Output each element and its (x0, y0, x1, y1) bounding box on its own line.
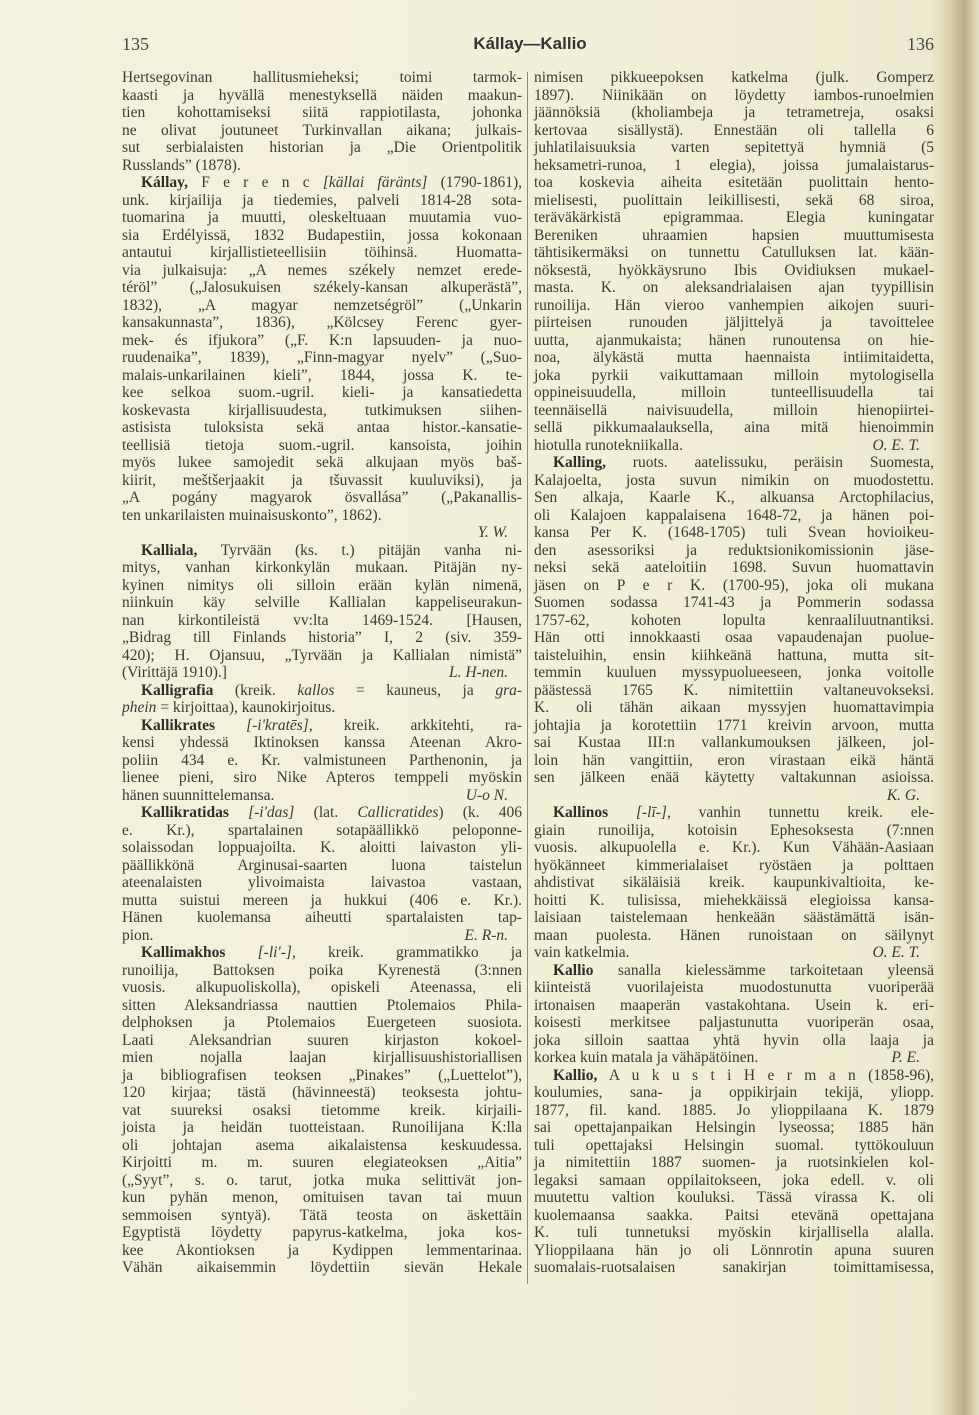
text-line: sellä pikkumaalauksella, aina mitä hienoimmin (534, 419, 934, 436)
text-line: heksametri-runoa, 1 elegia), joissa jumalaistarus- (534, 156, 934, 174)
text-line: K. oli tähän aikaan myssyjen huomattavimpia (534, 699, 934, 716)
text-line: 1757-62, kohoten lopulta kenraaliluutnantiksi. (534, 611, 934, 629)
text-line: vuosis. alkupuoliskolla), opiskeli Ateenassa, eli (122, 979, 522, 996)
text-segment (215, 717, 246, 734)
text-line: oppineisuudella, milloin tunteellisuudella tai (534, 384, 934, 401)
text-line: nan kirkontileistä vv:lta 1469-1524. [Hausen, (122, 611, 522, 629)
entry-headword: Kalliala, (141, 541, 198, 559)
text-line: laisiaan taistelemaan henkeään säästämättä isän- (534, 909, 934, 926)
running-title: Kállay—Kallio (473, 34, 587, 53)
italic-text: [källai färänts] (322, 174, 428, 191)
text-line: joka silloin saattaa yhtä hyvin olla laaja ja (534, 1031, 934, 1049)
text-line: Kirjoitti m. m. suuren elegiateoksen „Aitia” (122, 1154, 522, 1171)
text-segment: hiotulla runotekniikalla. (534, 436, 683, 454)
text-line: myös lukee samojedit sekä alkujaan myös baš- (122, 454, 522, 471)
text-line (122, 507, 522, 525)
entry-headword: Kallikrates (141, 716, 216, 734)
text-segment (229, 804, 248, 821)
text-line: johtajia ja korotettiin 1771 kreivin arvoon, mutta (534, 716, 934, 734)
text-segment: (Virittäjä 1910).] (122, 664, 227, 681)
page-number-left: 135 (122, 34, 149, 54)
text-line: mek- és ifjukora” („F. K:n lapsuuden- ja nuo- (122, 331, 522, 349)
text-line: malais-unkarilainen kieli”, 1844, jossa K. te- (122, 366, 522, 384)
text-line: teräväkärkistä epigrammaa. Elegia kuningatar (534, 209, 934, 226)
text-segment: (1790-1861), (427, 174, 522, 191)
author-signature: U-o N. (465, 786, 508, 804)
text-line: taisteluihin, ensin kiihkeänä hattuna, mutta sit- (534, 646, 934, 664)
text-line: ne olivat joutuneet Turkinvallan aikana; julkais- (122, 121, 522, 139)
text-line: giain runoilija, kotoisin Ephesoksesta (7:nnen (534, 821, 934, 839)
text-line: sen jälkeen enää käytetty valtakunnan asioissa. (534, 769, 934, 786)
text-line: poliin 434 e. Kr. valmistuneen Parthenonin, ja (122, 751, 522, 769)
text-line (122, 664, 522, 682)
text-line: koskevasta kirjallisuudesta, tutkimuksen siihen- (122, 401, 522, 419)
text-line: kiinteistä vuorilajeista muodostunutta vuoriperää (534, 979, 934, 996)
text-line (122, 524, 522, 542)
text-line (122, 682, 522, 700)
text-line: tuli opettajaksi Helsingin suomal. tyttökouluun (534, 1136, 934, 1154)
text-line: muutettu valtion kouluksi. Tässä virassa K. oli (534, 1189, 934, 1206)
text-line: toa koskevia aiheita esitetään puolittain hento- (534, 174, 934, 191)
entry-headword: Kallimakhos (141, 944, 226, 961)
text-line: teennäisellä naivisuudella, milloin hienopiirtei- (534, 401, 934, 419)
text-line: („Syyt”, s. o. tarut, jotka muka selittivät jon- (122, 1171, 522, 1189)
text-line (122, 717, 522, 735)
text-segment: (kreik. (213, 681, 298, 699)
text-line: masta. K. on aleksandrialaisen ajan tyypillisin (534, 279, 934, 296)
text-line: ja bibliografisen teoksen „Pinakes” („Luettelot”), (122, 1066, 522, 1084)
text-line: kuolemaansa saakka. Paitsi etevänä opettajana (534, 1206, 934, 1224)
text-line (534, 1049, 934, 1067)
text-line: irtonaisen maaperän vastakohtana. Usein k. eri- (534, 996, 934, 1014)
text-line: päällikkönä Arginusai-saarten luona taistelun (122, 856, 522, 874)
italic-text: gra- (495, 681, 523, 699)
text-line: jäsen on P e r K. (1700-95), joka oli mukana (534, 576, 934, 594)
text-line: 1897). Niinikään on löydetty iambos-runoelmien (534, 86, 934, 104)
text-line: teellisiä tietoja suom.-ugril. kansoista, joihin (122, 436, 522, 454)
text-line: K. tuli tunnetuksi myöskin kirjallisella alalla. (534, 1224, 934, 1241)
text-line: oli johtajan asema aikalaistensa keskuudessa. (122, 1136, 522, 1154)
text-line: ateenalaisten ylivoimaista laivastoa vastaan, (122, 874, 522, 891)
text-segment: A u k u s t i H e r m a n (1858-96), (597, 1066, 934, 1084)
text-line: temmin kuuluen myssypuolueeseen, jonka voitolle (534, 664, 934, 681)
text-line: hoitti K. tulisissa, miehekkäissä elegioissa kansa- (534, 891, 934, 909)
text-segment: (lat. (294, 804, 358, 821)
text-segment: , kreik. grammatikko ja (291, 944, 522, 961)
text-line: ja nimitettiin 1887 suomen- ja ruotsinkielen kol- (534, 1154, 934, 1171)
text-segment: vain katkelmia. (534, 944, 630, 961)
text-segment: hänen suunnittelemansa. (122, 786, 275, 804)
text-segment: ) (k. 406 (438, 804, 523, 821)
text-line: runoilija, Battoksen poika Kyrenestä (3:nnen (122, 961, 522, 979)
text-line: astisista tuloksista sekä antaa histor.-kansatie- (122, 419, 522, 436)
italic-text: Callicratides (357, 804, 439, 821)
text-line: niinkuin käy selville Kallialan kappeliseurakun- (122, 594, 522, 611)
entry-headword: Kalling, (553, 454, 606, 471)
text-line: koisesti merkitsee paljastunutta vuoriperän osaa, (534, 1014, 934, 1031)
text-segment: = kirjoittaa), kaunokirjoitus. (156, 699, 336, 716)
text-line: noa, älykästä mutta haennaista intiimitaidetta, (534, 349, 934, 366)
text-line: Hertsegovinan hallitusmieheksi; toimi tarmok- (122, 69, 522, 86)
text-line: kiirit, meštšerjaakit ja tšuvassit kuuluviksi), ja (122, 471, 522, 489)
page-number-right: 136 (907, 34, 934, 54)
text-line: kun pyhän menon, omituisen tavan tai muun (122, 1189, 522, 1206)
text-line: tuomarina ja muutti, oleskeltuaan muutamia vuo- (122, 209, 522, 226)
author-signature: P. E. (891, 1049, 920, 1066)
text-segment: Russlands” (1878). (122, 156, 241, 174)
column-divider (527, 72, 528, 1284)
text-line: kee Akontioksen ja Kydippen lemmentarinaa. (122, 1241, 522, 1259)
text-segment: , vanhin tunnettu kreik. ele- (666, 804, 935, 821)
text-line: sut serbialaisten historian ja „Die Orientpolitik (122, 139, 522, 156)
text-line: vuosis. alkupuolella e. Kr.). Kun Vähään-Aasiaan (534, 839, 934, 856)
text-line: Ylioppilaana hän jo oli Lönnrotin apuna suuren (534, 1241, 934, 1259)
text-line: runoilija. Hän vieroo vanhempien aikojen suuri- (534, 296, 934, 314)
text-line: unk. kirjailija ja tiedemies, palveli 1814-28 sota- (122, 191, 522, 209)
author-signature: E. R-n. (464, 926, 508, 944)
text-line (534, 787, 934, 805)
text-line: neksi sekä aateloitiin 1698. Suvun huomattavin (534, 559, 934, 576)
text-line: ahdistivat sikäläisiä kreik. kaupunkivaltioita, ke- (534, 874, 934, 891)
text-line: hyökänneet kimmerialaiset ryöstäen ja polttaen (534, 856, 934, 874)
text-line: Hän otti innokkaasti osaa vapaudenajan puolue- (534, 629, 934, 646)
text-line: päästessä 1765 K. nimitettiin valtaneuvokseksi. (534, 681, 934, 699)
text-line: Egyptistä löydetty papyrus-katkelma, joka kos- (122, 1224, 522, 1241)
text-line: tien kohottamiseksi siitä rappiotilasta, johonka (122, 104, 522, 121)
text-line: Laati Aleksandrian suuren kirjaston kokoel- (122, 1031, 522, 1049)
text-line (122, 787, 522, 805)
text-line: mien nojalla laajan kirjallisuushistoriallisen (122, 1049, 522, 1066)
text-line: delphoksen ja Ptolemaios Euergeteen suosiota. (122, 1014, 522, 1031)
entry-headword: Kallikratidas (141, 804, 229, 821)
text-line: via julkaisuja: „A nemes székely nemzet erede- (122, 261, 522, 279)
text-line: kyinen nimitys oli silloin erään kylän nimenä, (122, 576, 522, 594)
text-line: loin hän vangittiin, eron virastaan eikä häntä (534, 751, 934, 769)
text-line: Suomen sodassa 1741-43 ja Pommerin sodassa (534, 594, 934, 611)
text-line: kertovaa sisällystä). Ennestään oli tallella 6 (534, 121, 934, 139)
text-line: sai opettajanpaikan Helsingin lyseossa; 1885 hän (534, 1119, 934, 1136)
text-line: 1832), „A magyar nemzetségröl” („Unkarin (122, 296, 522, 314)
text-line: solaissodan loppuajoilta. K. aloitti laivaston yli- (122, 839, 522, 856)
text-segment: pion. (122, 926, 154, 944)
text-line: lienee pieni, siro Nike Apteros temppeli myöskin (122, 769, 522, 786)
entry-headword: Kallio (553, 961, 594, 979)
author-signature: Y. W. (477, 524, 508, 541)
text-line: Bereniken uhraamien hapsien muuttumisesta (534, 226, 934, 244)
text-line: e. Kr.), spartalainen sotapäällikkö peloponne- (122, 821, 522, 839)
text-line: jäännöksiä (kholiambeja ja tetrametreja, osaksi (534, 104, 934, 121)
italic-text: [-li'-] (257, 944, 292, 961)
text-line: sitten Aleksandriassa nauttien Ptolemaios Phila- (122, 996, 522, 1014)
text-line: Vähän aikaisemmin löydettiin sievän Hekale (122, 1259, 522, 1276)
text-line: 1877, fil. kand. 1885. Jo ylioppilaana K. 1879 (534, 1101, 934, 1119)
entry-headword: Kallio, (553, 1066, 598, 1084)
entry-headword: Kállay, (141, 174, 188, 191)
text-line (534, 437, 934, 455)
text-segment (225, 944, 257, 961)
text-line: joista ja heidän tuotteistaan. Runoilijana K:lla (122, 1119, 522, 1136)
text-line: kee selkoa suom.-ugril. kieli- ja kansatiedetta (122, 384, 522, 401)
italic-text: kallos (297, 681, 335, 699)
text-segment: = kauneus, ja (334, 681, 496, 699)
entry-headword: Kallinos (553, 804, 609, 821)
text-line: vat suureksi osaksi tietomme kreik. kirjaili- (122, 1101, 522, 1119)
text-line: 120 kirjaa; tästä (hävinneestä) teoksesta johtu- (122, 1084, 522, 1101)
text-line: koulumies, sana- ja oppikirjain tekijä, yliopp. (534, 1084, 934, 1101)
text-line: ruudenaika”, 1839), „Finn-magyar nyelv” („Suo- (122, 349, 522, 366)
text-line: oli Kalajoen kappalaisena 1648-72, ja hänen poi- (534, 506, 934, 524)
text-segment (608, 804, 636, 821)
text-line: mielisesti, puolittain leikillisesti, sekä 68 siroa, (534, 191, 934, 209)
author-signature: L. H-nen. (449, 664, 508, 681)
text-line: téröl” („Jalosukuisen székely-kansan alkuperästä”, (122, 279, 522, 296)
text-line: nöksestä, hyökkäysruno Ibis Ovidiuksen mukael- (534, 261, 934, 279)
text-line: den asessoriksi ja reduktsionikomissionin jäse- (534, 541, 934, 559)
right-text-column (534, 69, 934, 1277)
text-line: piirteisen runouden jäljittelyä ja tavoittelee (534, 314, 934, 331)
text-line: maan puolesta. Hänen runoistaan on säilynyt (534, 926, 934, 944)
text-segment: ten unkarilaisten muinaisuskonto”, 1862). (122, 506, 382, 524)
text-line (122, 157, 522, 175)
text-line: mitys, vanhan kirkonkylän mukaan. Pitäjän ny- (122, 559, 522, 576)
text-line: kansakunnasta”, 1836), „Kölcsey Ferenc gyer- (122, 314, 522, 331)
text-line: Kalajoelta, josta suvun nimikin on muodostettu. (534, 471, 934, 489)
text-segment: F e r e n c (187, 174, 323, 191)
text-line: sai Kustaa III:n vallankumouksen jälkeen, jol- (534, 734, 934, 751)
text-line: semmoisen syntyä). Tätä teosta on äskettäin (122, 1206, 522, 1224)
text-line: kansa Per K. (1648-1705) tuli Svean hovioikeu- (534, 524, 934, 541)
text-segment: korkea kuin matala ja vähäpätöinen. (534, 1049, 759, 1066)
text-line: 420); H. Ojansuu, „Tyrvään ja Kallialan nimistä” (122, 646, 522, 664)
text-line (534, 1067, 934, 1085)
text-line (534, 454, 934, 472)
text-line: „A pogány magyarok ösvallása” („Pakanallis- (122, 489, 522, 506)
left-text-column (122, 69, 522, 1277)
text-line: joka pyrkii vaikuttamaan milloin mytologisella (534, 366, 934, 384)
text-line: juhlatilaisuuksia varten sepitettyä hymniä (5 (534, 139, 934, 156)
text-line (122, 699, 522, 717)
text-line: kensi yhdessä Iktinoksen kanssa Ateenan Akro- (122, 734, 522, 751)
italic-text: phein (122, 699, 157, 716)
author-signature: O. E. T. (872, 436, 920, 454)
text-line (122, 944, 522, 962)
text-segment: Tyrvään (ks. t.) pitäjän vanha ni- (197, 541, 522, 559)
text-line (122, 927, 522, 945)
text-line (534, 962, 934, 980)
text-line: sia Erdélyissä, 1832 Budapestiin, jossa kokonaan (122, 226, 522, 244)
text-line: antautui kirjallistieteellisiin töihinsä. Huomatta- (122, 244, 522, 261)
italic-text: [-lī-] (635, 804, 667, 821)
text-line: legaksi samaan oppilaitokseen, joka edell. v. oli (534, 1171, 934, 1189)
text-line: Hänen kuolemansa aiheutti spartalaisten tap- (122, 909, 522, 926)
italic-text: [-i'das] (248, 804, 295, 821)
text-line (122, 804, 522, 822)
text-line (534, 804, 934, 822)
text-line: mutta suistui mereen ja hukkui (406 e. Kr.). (122, 891, 522, 909)
text-line (534, 944, 934, 962)
entry-headword: Kalligrafia (141, 681, 214, 699)
text-line: suomalais-ruotsalaisen sanakirjan toimittamisessa, (534, 1259, 934, 1276)
text-segment: , kreik. arkkitehti, ra- (308, 716, 522, 734)
text-line: Sen alkaja, Kaarle K., alkuansa Arctophilacius, (534, 489, 934, 506)
text-line: kaasti ja hyvällä menestyksellä näiden maakun- (122, 86, 522, 104)
italic-text: [-i'kratēs] (246, 716, 309, 734)
text-segment: ruots. aatelissuku, peräisin Suomesta, (605, 454, 934, 471)
text-line: „Bidrag till Finlands historia” I, 2 (siv. 359- (122, 629, 522, 646)
author-signature: K. G. (886, 786, 920, 804)
text-segment: sanalla kielessämme tarkoitetaan yleensä (593, 961, 934, 979)
text-line (122, 542, 522, 560)
text-line: tähtisikermäksi on tunnettu Catulluksen lat. kään- (534, 244, 934, 261)
text-line: uutta, ajanmukaista; hänen runoutensa on hie- (534, 331, 934, 349)
text-line (122, 174, 522, 192)
text-line: nimisen pikkueepoksen katkelma (julk. Gomperz (534, 69, 934, 86)
author-signature: O. E. T. (872, 944, 920, 961)
